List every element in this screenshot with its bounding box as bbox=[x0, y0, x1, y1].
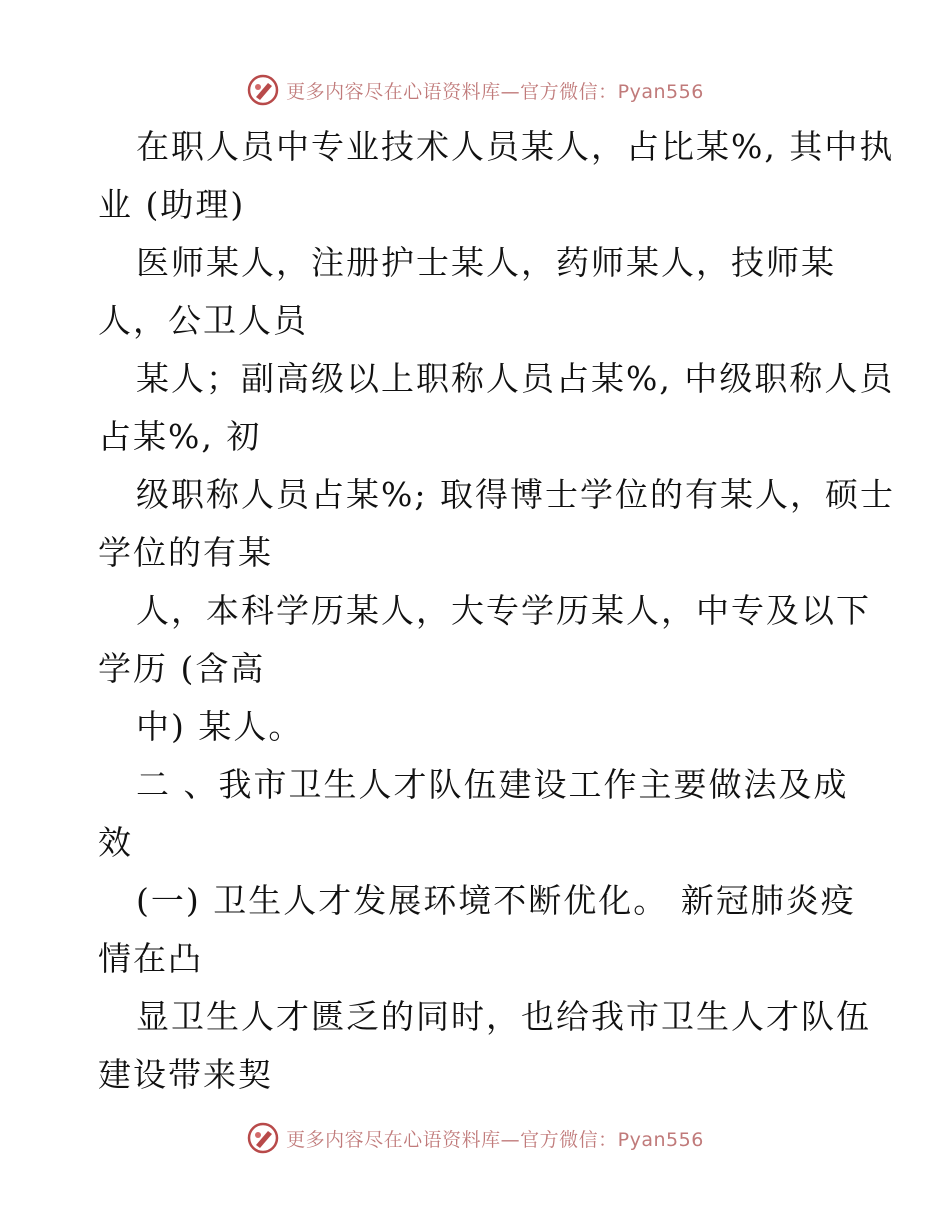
text-line: 在职人员中专业技术人员某人，占比某%, 其中执 bbox=[136, 127, 895, 166]
text-line: 人，本科学历某人，大专学历某人，中专及以下 bbox=[136, 591, 871, 630]
text-line: 效 bbox=[98, 823, 133, 862]
text-line: 某人；副高级以上职称人员占某%, 中级职称人员 bbox=[136, 359, 895, 398]
section-heading: 二 、我市卫生人才队伍建设工作主要做法及成 bbox=[136, 765, 849, 804]
text-line: 学位的有某 bbox=[98, 533, 273, 572]
header-watermark bbox=[0, 70, 950, 110]
document-body bbox=[98, 118, 895, 1104]
footer-watermark bbox=[0, 1118, 950, 1158]
text-line: 显卫生人才匮乏的同时，也给我市卫生人才队伍 bbox=[136, 997, 871, 1036]
text-line: 人，公卫人员 bbox=[98, 301, 308, 340]
text-line: 占某%, 初 bbox=[98, 417, 262, 456]
text-line: 业 (助理) bbox=[98, 185, 246, 224]
watermark-text: 更多内容尽在心语资料库—官方微信：Pyan556 bbox=[286, 80, 704, 103]
subsection-heading: (一) 卫生人才发展环境不断优化。 新冠肺炎疫 bbox=[136, 881, 856, 920]
text-line: 建设带来契 bbox=[98, 1055, 273, 1094]
pen-logo-icon bbox=[246, 1121, 280, 1155]
text-line: 级职称人员占某%; 取得博士学位的有某人，硕士 bbox=[136, 475, 895, 514]
watermark-text: 更多内容尽在心语资料库—官方微信：Pyan556 bbox=[286, 1128, 704, 1151]
pen-logo-icon bbox=[246, 73, 280, 107]
text-line: 情在凸 bbox=[98, 939, 203, 978]
text-line: 学历 (含高 bbox=[98, 649, 266, 688]
text-line: 中) 某人。 bbox=[136, 707, 304, 746]
text-line: 医师某人，注册护士某人，药师某人，技师某 bbox=[136, 243, 836, 282]
